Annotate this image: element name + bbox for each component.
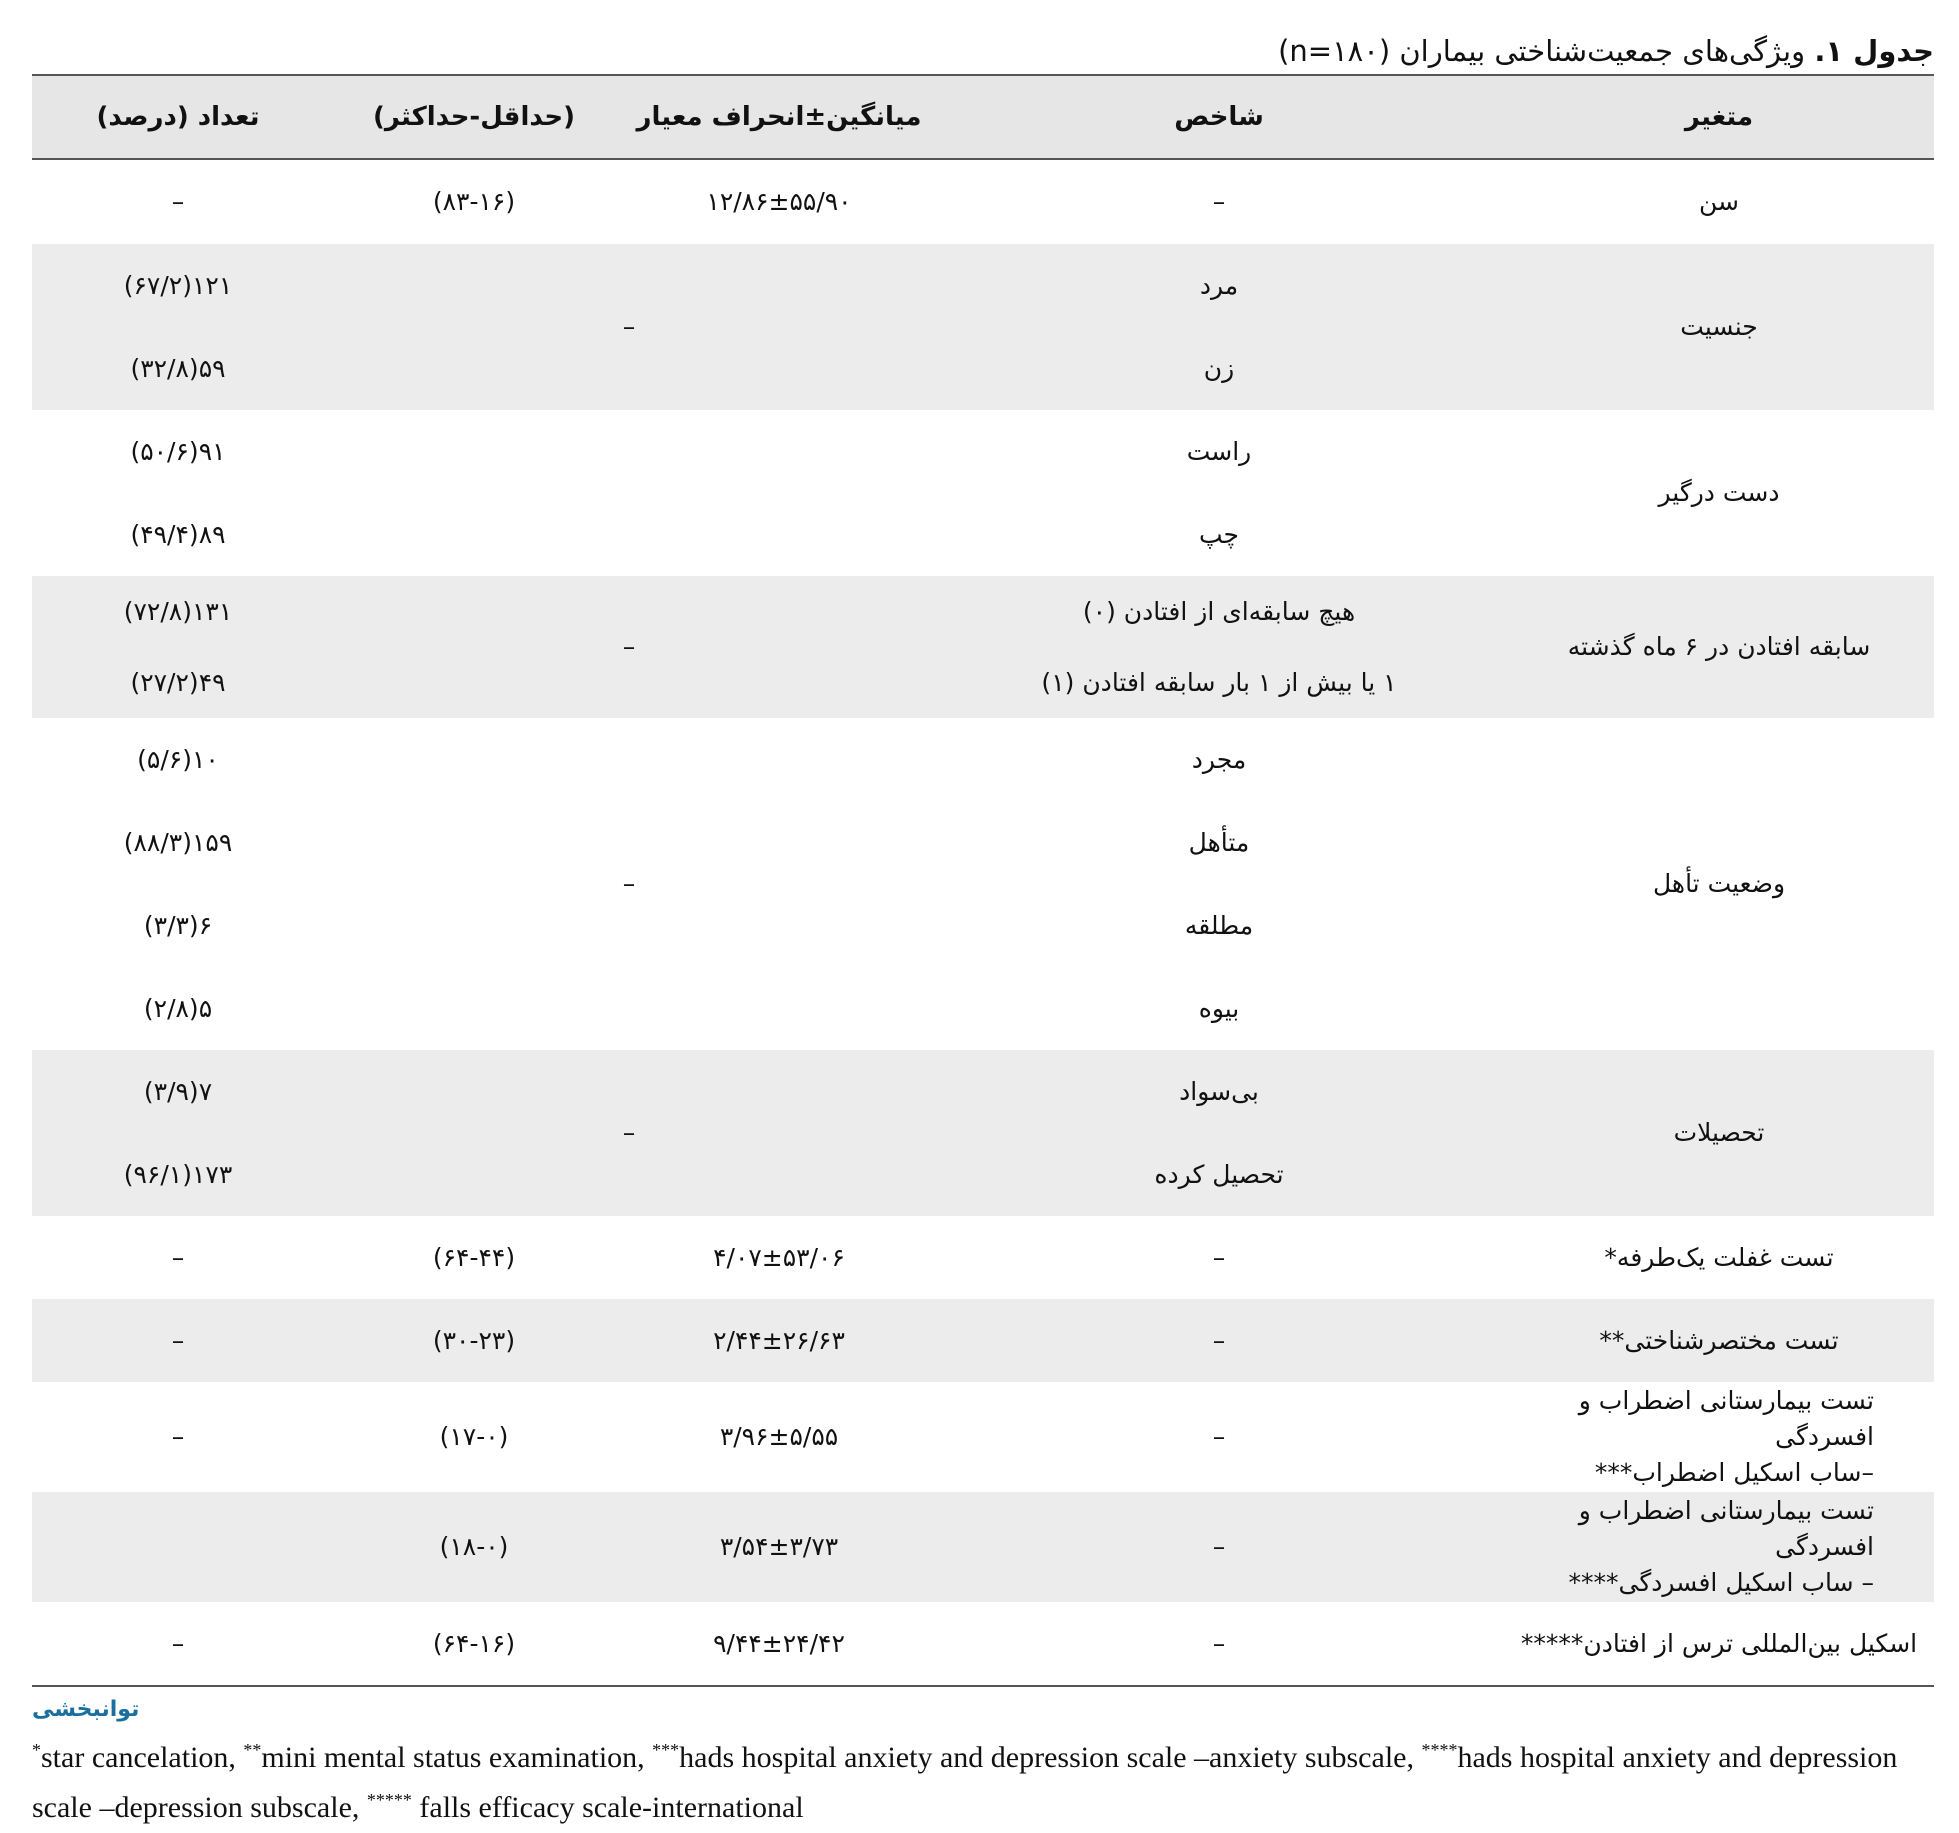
footnote-text: mini mental status examination,: [261, 1741, 653, 1774]
range-cell: (۶۴-۴۴): [432, 1242, 516, 1272]
mean-cell: ۳/۹۶±۵/۵۵: [719, 1422, 839, 1451]
variable-line: –ساب اسکیل اضطراب***: [1594, 1458, 1874, 1487]
indicator-cell: مطلقه: [1184, 910, 1254, 940]
indicator-cell: –: [1212, 1422, 1226, 1451]
indicator-cell: ۱ یا بیش از ۱ بار سابقه افتادن (۱): [934, 647, 1504, 718]
count-cell: ۱۳۱(۷۲/۸): [32, 576, 324, 647]
range-cell: (۳۰-۲۳): [324, 1299, 624, 1382]
header-mean-sd: میانگین±انحراف معیار: [624, 75, 934, 159]
variable-cell: سابقه افتادن در ۶ ماه گذشته: [1504, 576, 1934, 718]
table-row: [32, 1382, 1934, 1492]
indicator-cell: –: [1212, 1628, 1226, 1658]
count-cell: ۱۷۳(۹۶/۱): [32, 1133, 324, 1216]
range-cell: (۶۴-۱۶): [432, 1628, 516, 1658]
header-indicator: شاخص: [934, 75, 1504, 159]
table-page: [32, 30, 1934, 1829]
variable-cell: وضعیت تأهل: [1652, 869, 1786, 898]
indicator-cell: بیوه: [1198, 993, 1240, 1023]
variable-cell: [1504, 1492, 1934, 1602]
header-variable: متغیر: [1504, 75, 1934, 159]
indicator-cell: چپ: [1198, 519, 1239, 549]
indicator-cell: بی‌سواد: [934, 1050, 1504, 1133]
count-cell: ۸۹(۴۹/۴): [130, 519, 226, 549]
indicator-cell: –: [1212, 187, 1226, 216]
variable-cell: جنسیت: [1504, 244, 1934, 410]
header-range: (حداقل-حداکثر): [324, 75, 624, 159]
table-row: [32, 159, 1934, 244]
table-footnote: [32, 1729, 1934, 1829]
table-row: [32, 1216, 1934, 1299]
indicator-cell: هیچ سابقه‌ای از افتادن (۰): [934, 576, 1504, 647]
footnote-text: hads hospital anxiety and depression scale –depression subscale,: [32, 1741, 1898, 1824]
indicator-cell: متأهل: [1188, 827, 1250, 857]
indicator-cell: مرد: [934, 244, 1504, 327]
table-row: [32, 718, 1934, 801]
mean-cell: ۹/۴۴±۲۴/۴۲: [713, 1628, 845, 1658]
footnote-marker: ****: [1421, 1740, 1458, 1760]
count-cell: ۵(۲/۸): [143, 993, 213, 1023]
footnote-marker: *: [32, 1740, 41, 1760]
count-cell: ۵۹(۳۲/۸): [32, 327, 324, 410]
count-cell: ۱۰(۵/۶): [137, 744, 219, 774]
variable-cell: دست درگیر: [1658, 478, 1780, 507]
mean-range-cell: –: [324, 244, 934, 410]
variable-cell: سن: [1699, 187, 1739, 216]
count-cell: –: [171, 1628, 185, 1658]
indicator-cell: زن: [934, 327, 1504, 410]
variable-cell: تست مختصرشناختی**: [1504, 1299, 1934, 1382]
mean-cell: ۳/۵۴±۳/۷۳: [624, 1492, 934, 1602]
variable-line: – ساب اسکیل افسردگی****: [1568, 1568, 1874, 1597]
range-cell: (۱۸-۰): [324, 1492, 624, 1602]
footnote-marker: ***: [652, 1740, 680, 1760]
footnote-text: falls efficacy scale-international: [411, 1791, 804, 1824]
table-caption: [32, 30, 1934, 74]
table-row: [32, 1050, 1934, 1133]
journal-logo: توانبخشی: [32, 1697, 140, 1722]
mean-range-cell: –: [324, 1050, 934, 1216]
header-count: تعداد (درصد): [32, 75, 324, 159]
footnote-text: star cancelation,: [41, 1741, 244, 1774]
header-row: [32, 75, 1934, 159]
mean-cell: ۲/۴۴±۲۶/۶۳: [624, 1299, 934, 1382]
count-cell: ۷(۳/۹): [32, 1050, 324, 1133]
range-cell: (۸۳-۱۶): [432, 187, 516, 216]
indicator-cell: راست: [1186, 436, 1252, 466]
caption-text: ویژگی‌های جمعیت‌شناختی بیماران (n=۱۸۰): [1278, 34, 1806, 68]
table-row: [32, 1299, 1934, 1382]
variable-line: تست بیمارستانی اضطراب و افسردگی: [1578, 1386, 1874, 1451]
range-cell: (۱۷-۰): [439, 1422, 509, 1451]
count-cell: ۴۹(۲۷/۲): [32, 647, 324, 718]
mean-cell: ۴/۰۷±۵۳/۰۶: [713, 1242, 845, 1272]
count-cell: –: [171, 1422, 185, 1451]
variable-cell: تست غفلت یک‌طرفه*: [1604, 1242, 1834, 1272]
indicator-cell: تحصیل کرده: [934, 1133, 1504, 1216]
footnote-marker: **: [243, 1740, 262, 1760]
count-cell: –: [171, 187, 185, 216]
count-cell: –: [171, 1242, 185, 1272]
count-cell: ۱۵۹(۸۸/۳): [123, 827, 233, 857]
table-row: [32, 410, 1934, 493]
variable-line: تست بیمارستانی اضطراب و افسردگی: [1578, 1496, 1874, 1561]
count-cell: ۱۲۱(۶۷/۲): [32, 244, 324, 327]
mean-range-cell: [324, 410, 934, 576]
caption-number: جدول ۱.: [1814, 34, 1934, 68]
indicator-cell: –: [1212, 1242, 1226, 1272]
mean-cell: ۱۲/۸۶±۵۵/۹۰: [706, 187, 852, 216]
count-cell: –: [32, 1299, 324, 1382]
indicator-cell: –: [934, 1492, 1504, 1602]
table-row: [32, 1492, 1934, 1602]
table-row: [32, 1602, 1934, 1686]
count-cell: ۶(۳/۳): [143, 910, 213, 940]
demographics-table: [32, 74, 1934, 1687]
table-row: [32, 244, 1934, 327]
variable-cell: اسکیل بین‌المللی ترس از افتادن*****: [1520, 1628, 1918, 1658]
mean-range-cell: –: [622, 869, 636, 898]
count-cell: [32, 1492, 324, 1602]
indicator-cell: –: [934, 1299, 1504, 1382]
variable-cell: [1504, 1382, 1934, 1492]
count-cell: ۹۱(۵۰/۶): [130, 436, 226, 466]
variable-cell: تحصیلات: [1504, 1050, 1934, 1216]
footnote-text: hads hospital anxiety and depression scale –anxiety subscale,: [679, 1741, 1422, 1774]
mean-range-cell: –: [324, 576, 934, 718]
footnote-marker: *****: [366, 1790, 412, 1810]
table-row: [32, 576, 1934, 647]
indicator-cell: مجرد: [1191, 744, 1247, 774]
